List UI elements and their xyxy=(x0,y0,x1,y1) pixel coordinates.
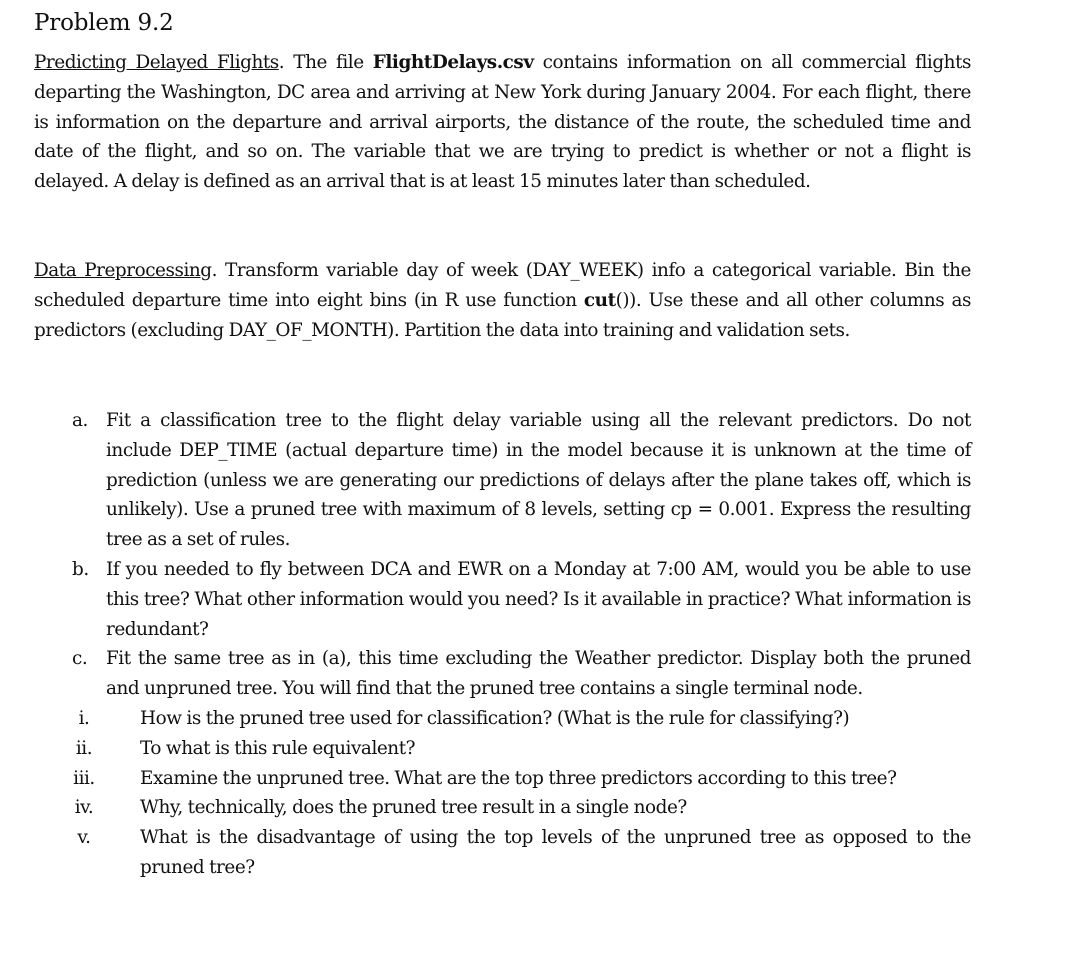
subquestion-text: Examine the unpruned tree. What are the top three predictors according to this tree? xyxy=(140,767,897,789)
subquestion-marker: ii. xyxy=(75,737,93,759)
subquestion-text: What is the disadvantage of using the top levels of the unpruned tree as opposed to the pruned tree? xyxy=(140,827,971,878)
subquestion-iii xyxy=(34,764,971,794)
question-c xyxy=(72,644,971,704)
question-list xyxy=(72,406,971,883)
question-text: Fit a classification tree to the flight delay variable using all the relevant predictors. Do not include DEP_TIME (actual departure time) in the model because it is unknown at the time of prediction (unless we are generating our predictions of delays after the plane takes off, which is unlikely). Use a pruned tree with maximum of 8 levels, setting cp = 0.001. Express the resulting tree as a set of rules. xyxy=(106,410,971,551)
preprocessing-text-1: . Transform variable day of week (DAY_WEEK) info a categorical variable. Bin the scheduled departure time into eight bins (in R use function xyxy=(34,260,971,311)
intro-text-2: contains information on all commercial flights departing the Washington, DC area and arriving at New York during January 2004. For each flight, there is information on the departure and arrival airports, the distance of the route, the scheduled time and date of the flight, and so on. The variable that we are trying to predict is whether or not a flight is delayed. A delay is defined as an arrival that is at least 15 minutes later than scheduled. xyxy=(34,52,972,193)
intro-paragraph xyxy=(34,48,971,197)
subquestion-iv xyxy=(34,793,971,823)
file-name: FlightDelays.csv xyxy=(372,52,534,73)
preprocessing-text-2: ()). Use these and all other columns as predictors (excluding DAY_OF_MONTH). Partition the data into training and validation sets. xyxy=(34,289,972,341)
question-text: Fit the same tree as in (a), this time excluding the Weather predictor. Display both the pruned and unpruned tree. You will find that the pruned tree contains a single terminal node. xyxy=(106,648,971,700)
cut-function: cut xyxy=(583,289,616,311)
question-marker: a. xyxy=(72,410,88,431)
problem-title: Problem 9.2 xyxy=(34,10,174,36)
subquestion-text: How is the pruned tree used for classification? (What is the rule for classifying?) xyxy=(140,707,850,729)
preprocessing-paragraph xyxy=(34,256,971,345)
question-marker: c. xyxy=(72,648,88,670)
intro-text-1: . The file xyxy=(278,52,373,73)
subquestion-marker: iii. xyxy=(73,767,95,789)
question-b xyxy=(72,555,971,644)
subquestion-marker: iv. xyxy=(74,797,94,819)
question-marker: b. xyxy=(72,558,89,580)
subquestion-marker: i. xyxy=(78,707,90,729)
subquestion-marker: v. xyxy=(77,827,91,849)
subquestion-text: Why, technically, does the pruned tree result in a single node? xyxy=(140,797,687,819)
subquestion-text: To what is this rule equivalent? xyxy=(140,737,416,759)
question-a xyxy=(72,406,971,555)
subquestion-v xyxy=(34,823,971,883)
preprocessing-heading: Data Preprocessing xyxy=(34,260,212,281)
subquestion-i xyxy=(34,704,971,734)
intro-heading: Predicting Delayed Flights xyxy=(34,52,279,73)
question-text: If you needed to fly between DCA and EWR on a Monday at 7:00 AM, would you be able to use this tree? What other information would you need? Is it available in practice? What information is redundant? xyxy=(106,558,971,640)
subquestion-ii xyxy=(34,734,971,764)
